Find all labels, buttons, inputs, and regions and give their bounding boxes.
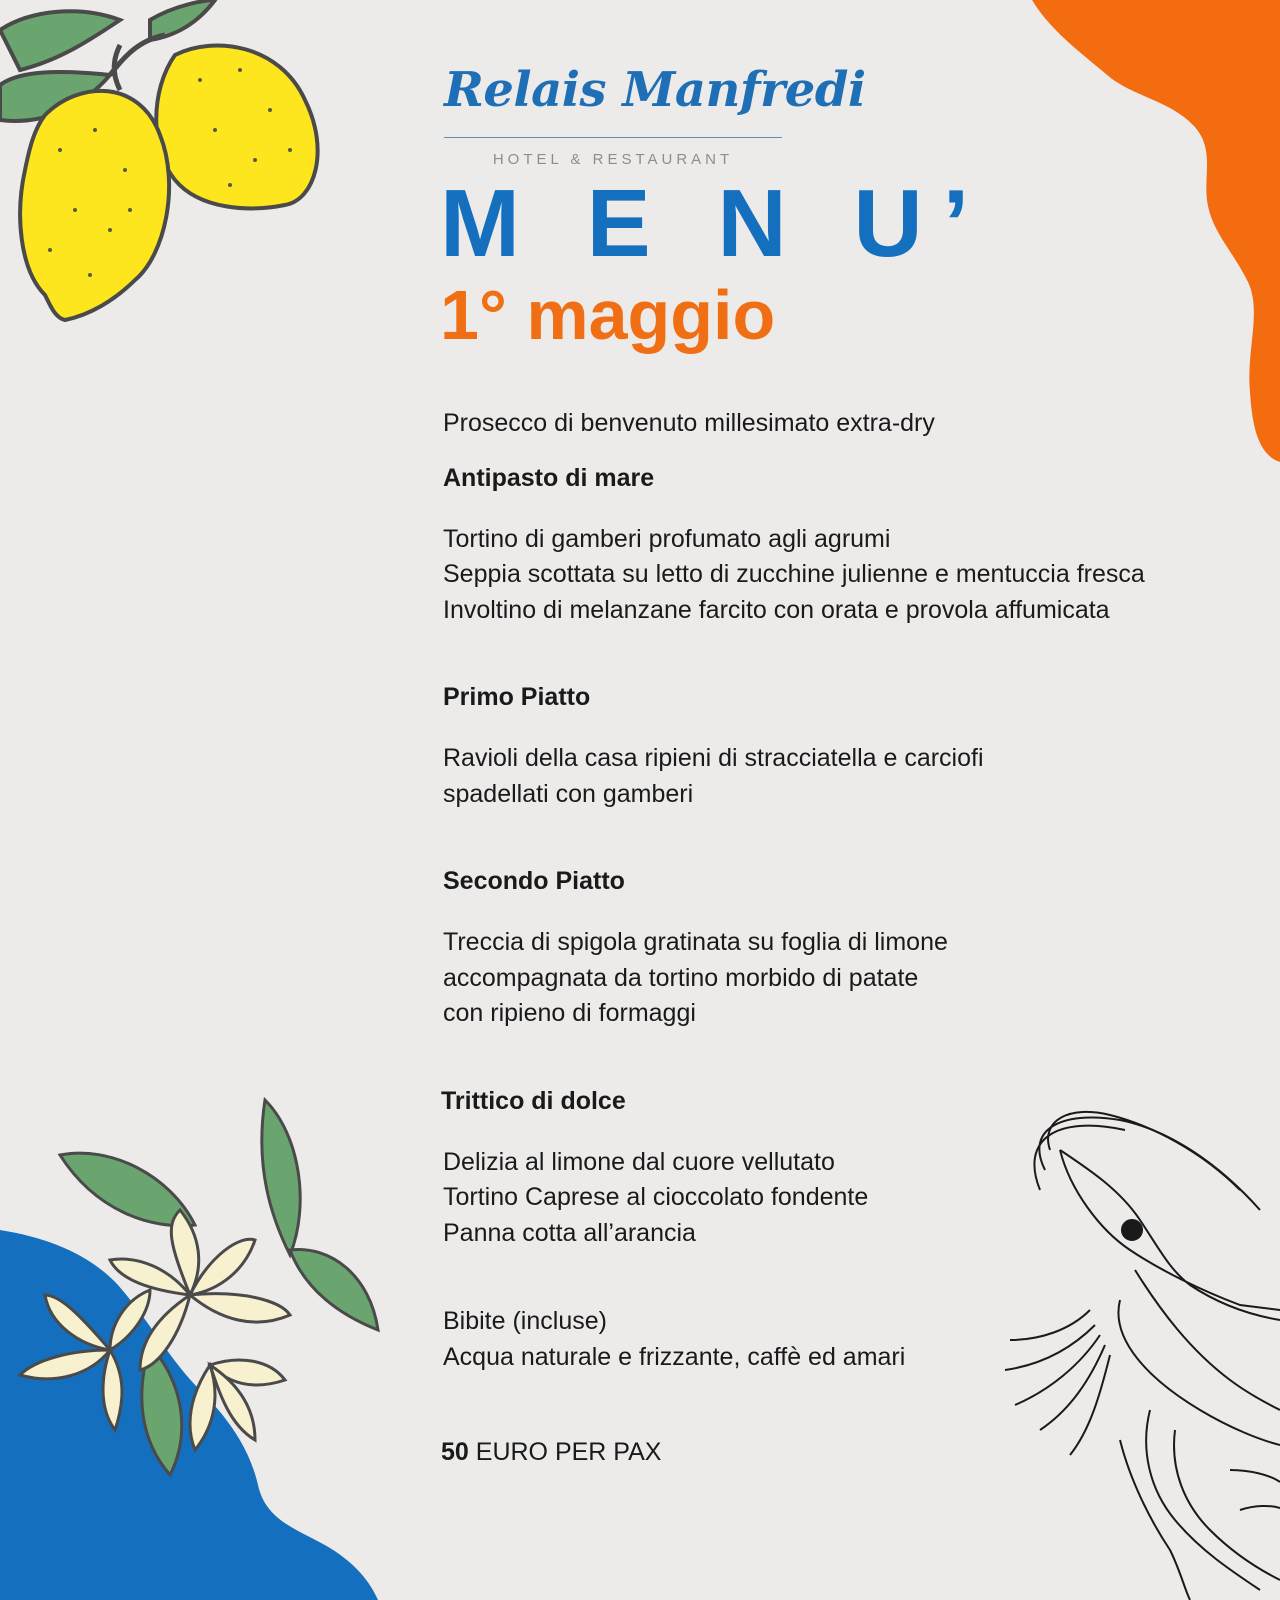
section-items bbox=[443, 1145, 1223, 1252]
menu-item: Tortino Caprese al cioccolato fondente bbox=[443, 1183, 869, 1211]
drinks-title: Bibite (incluse) bbox=[443, 1307, 607, 1335]
drinks-info bbox=[443, 1304, 1223, 1375]
menu-date: 1° maggio bbox=[440, 276, 776, 354]
menu-item: Ravioli della casa ripieni di stracciatella e carciofi bbox=[443, 744, 984, 772]
brand-logo: Relais Manfredi bbox=[444, 62, 866, 118]
section-heading: Trittico di dolce bbox=[441, 1086, 626, 1115]
price-line bbox=[441, 1435, 1223, 1470]
menu-item: Tortino di gamberi profumato agli agrumi bbox=[443, 524, 891, 553]
brand-subtitle: HOTEL & RESTAURANT bbox=[492, 151, 734, 168]
price-label: EURO PER PAX bbox=[475, 1438, 662, 1466]
price-amount: 50 bbox=[441, 1438, 469, 1466]
section-items bbox=[443, 741, 1223, 812]
menu-item: Delizia al limone dal cuore vellutato bbox=[443, 1147, 835, 1176]
drinks-detail: Acqua naturale e frizzante, caffè ed amari bbox=[443, 1342, 906, 1371]
welcome-drink: Prosecco di benvenuto millesimato extra-dry bbox=[443, 409, 935, 437]
lemons-illustration bbox=[0, 0, 330, 330]
section-items bbox=[443, 522, 1223, 629]
menu-item: Panna cotta all’arancia bbox=[443, 1218, 696, 1247]
lemon-blossom-illustration bbox=[0, 1095, 390, 1515]
section-heading: Primo Piatto bbox=[443, 683, 591, 711]
menu-item: Treccia di spigola gratinata su foglia di limone bbox=[443, 928, 948, 956]
logo-divider bbox=[444, 137, 782, 138]
menu-item: spadellati con gamberi bbox=[443, 779, 694, 808]
menu-item: Seppia scottata su letto di zucchine julienne e mentuccia fresca bbox=[443, 560, 1145, 588]
menu-item: Involtino di melanzane farcito con orata e provola affumicata bbox=[443, 595, 1110, 624]
menu-item: accompagnata da tortino morbido di patate bbox=[443, 963, 919, 992]
menu-item: con ripieno di formaggi bbox=[443, 999, 696, 1027]
section-heading: Secondo Piatto bbox=[443, 867, 625, 895]
menu-content bbox=[443, 400, 1223, 1470]
section-items bbox=[443, 925, 1223, 1032]
menu-title: M E N U’ bbox=[440, 170, 990, 277]
section-heading: Antipasto di mare bbox=[443, 463, 655, 492]
